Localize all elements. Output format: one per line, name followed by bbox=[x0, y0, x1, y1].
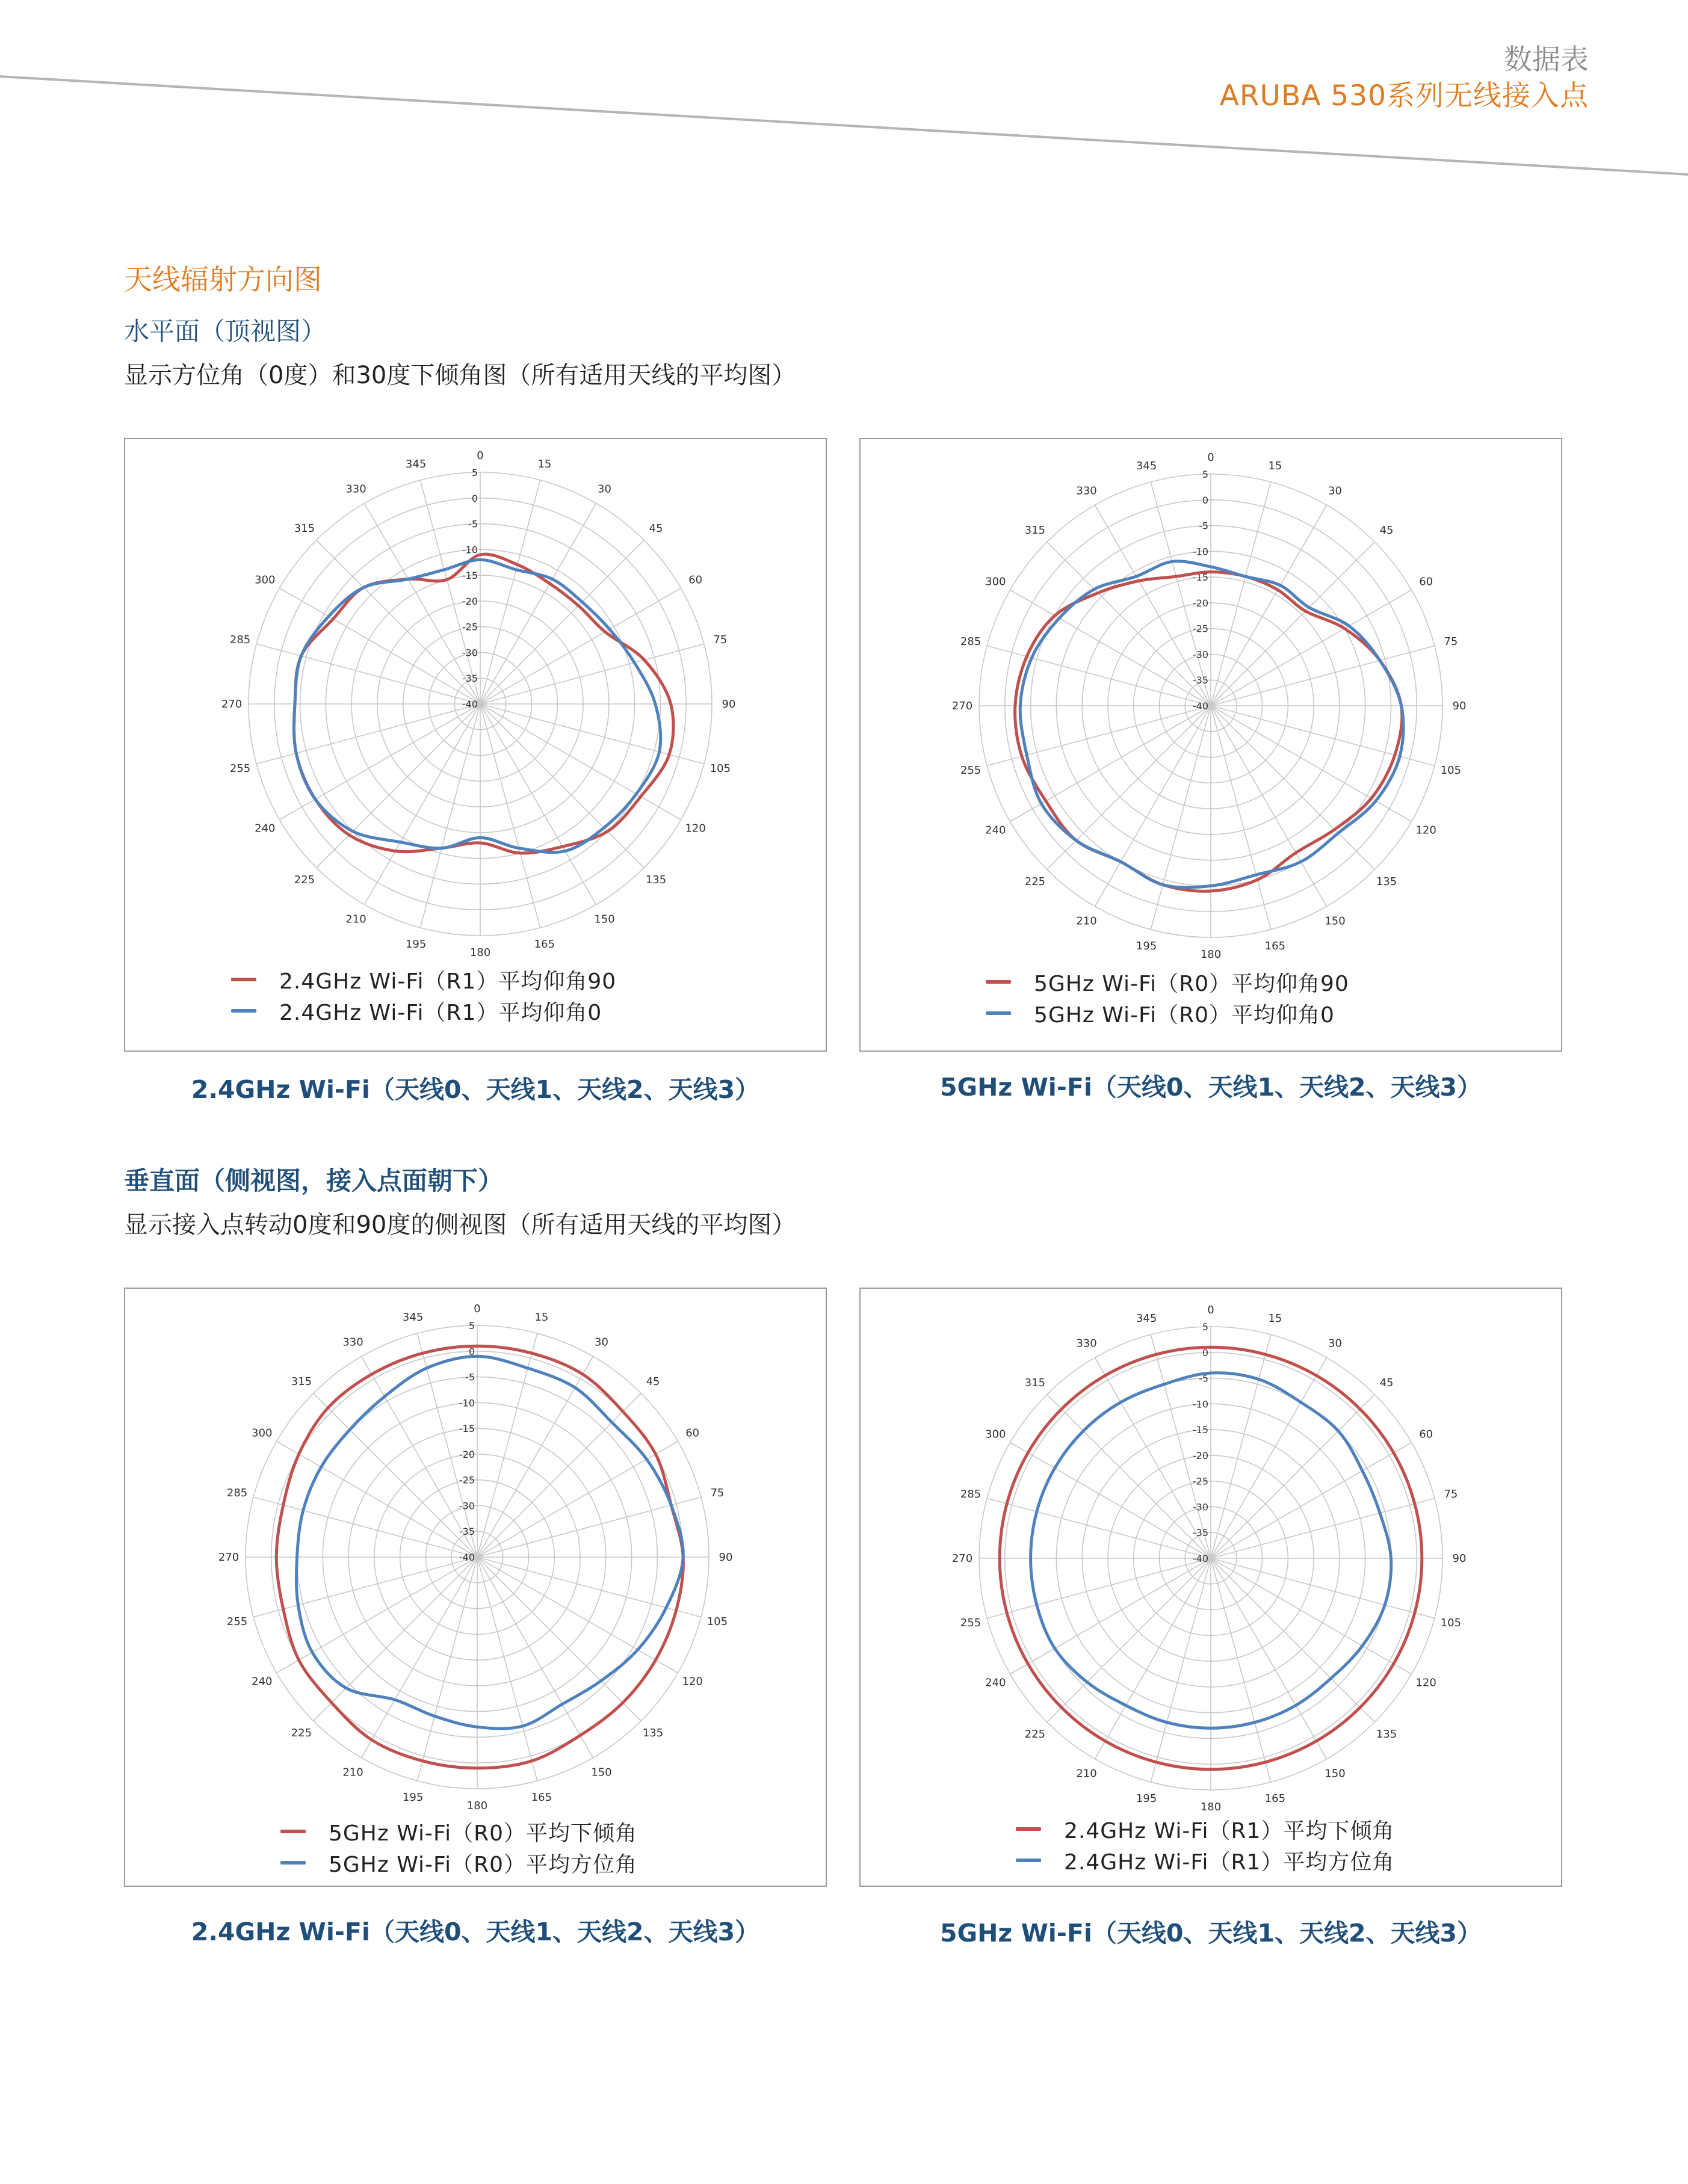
angle-tick-label: 90 bbox=[1452, 1552, 1467, 1565]
grid-spoke bbox=[987, 1498, 1211, 1558]
angle-tick-label: 285 bbox=[960, 635, 982, 649]
grid-spoke bbox=[987, 1558, 1211, 1618]
grid-spoke bbox=[477, 1497, 701, 1557]
vertical-plane-description: 显示接入点转动0度和90度的侧视图（所有适用天线的平均图） bbox=[124, 1211, 796, 1239]
angle-tick-label: 180 bbox=[1200, 1801, 1222, 1813]
radial-tick-label: -40 bbox=[459, 1552, 475, 1563]
angle-tick-label: 270 bbox=[221, 698, 243, 711]
angle-tick-label: 300 bbox=[255, 573, 276, 587]
radial-tick-label: -20 bbox=[1192, 597, 1208, 609]
grid-spoke bbox=[1047, 1558, 1211, 1722]
angle-tick-label: 300 bbox=[985, 1428, 1006, 1441]
document-type: 数据表 bbox=[1504, 43, 1589, 76]
radial-tick-label: -5 bbox=[468, 518, 478, 530]
vertical-plane-heading: 垂直面（侧视图，接入点面朝下） bbox=[124, 1166, 504, 1195]
legend-label: 2.4GHz Wi-Fi（R1）平均仰角0 bbox=[279, 1000, 602, 1025]
product-name: ARUBA 530系列无线接入点 bbox=[1219, 79, 1589, 113]
radial-tick-label: 0 bbox=[471, 492, 478, 504]
radial-tick-label: -10 bbox=[1192, 546, 1208, 558]
angle-tick-label: 120 bbox=[1415, 1676, 1436, 1689]
legend-entry bbox=[1016, 1813, 1394, 1845]
grid-spoke bbox=[477, 1393, 641, 1557]
angle-tick-label: 255 bbox=[960, 763, 982, 777]
radial-tick-label: -35 bbox=[459, 1526, 475, 1538]
radial-tick-label: -25 bbox=[1192, 1475, 1208, 1487]
angle-tick-label: 30 bbox=[1328, 484, 1342, 498]
angle-tick-label: 0 bbox=[1207, 451, 1214, 464]
angle-tick-label: 210 bbox=[345, 913, 366, 926]
radial-tick-label: 0 bbox=[1202, 494, 1208, 506]
radial-tick-label: -5 bbox=[465, 1371, 475, 1383]
radial-tick-label: -10 bbox=[1192, 1398, 1208, 1410]
angle-tick-label: 30 bbox=[598, 483, 611, 496]
polar-chart-panel-2 bbox=[859, 438, 1562, 1052]
legend-label: 5GHz Wi-Fi（R0）平均方位角 bbox=[329, 1852, 638, 1877]
radial-tick-label: -25 bbox=[1192, 623, 1208, 635]
angle-tick-label: 330 bbox=[1076, 1337, 1097, 1350]
angle-tick-label: 15 bbox=[534, 1311, 549, 1324]
section-title: 天线辐射方向图 bbox=[124, 264, 322, 297]
legend-entry bbox=[280, 1847, 637, 1878]
angle-tick-label: 15 bbox=[537, 458, 552, 471]
radial-tick-label: -30 bbox=[459, 1500, 475, 1512]
angle-tick-label: 330 bbox=[342, 1336, 363, 1349]
grid-spoke bbox=[314, 1557, 477, 1721]
legend-swatch-red bbox=[231, 978, 256, 981]
angle-tick-label: 135 bbox=[1376, 875, 1397, 889]
angle-tick-label: 150 bbox=[1325, 915, 1346, 928]
angle-tick-label: 180 bbox=[1200, 948, 1222, 961]
angle-tick-label: 165 bbox=[534, 937, 555, 951]
angle-tick-label: 45 bbox=[646, 1375, 660, 1388]
grid-spoke bbox=[314, 1393, 477, 1557]
angle-tick-label: 90 bbox=[719, 1551, 733, 1564]
grid-spoke bbox=[1047, 1395, 1211, 1558]
angle-tick-label: 0 bbox=[474, 1303, 481, 1315]
angle-tick-label: 300 bbox=[985, 575, 1006, 588]
grid-spoke bbox=[1211, 1558, 1435, 1618]
chart-caption-4: 5GHz Wi-Fi（天线0、天线1、天线2、天线3） bbox=[939, 1919, 1482, 1948]
legend-entry bbox=[280, 1816, 637, 1847]
horizontal-plane-heading: 水平面（顶视图） bbox=[124, 316, 327, 346]
grid-spoke bbox=[420, 480, 480, 704]
radial-tick-label: -40 bbox=[1192, 1553, 1208, 1564]
angle-tick-label: 195 bbox=[1136, 1792, 1157, 1805]
grid-spoke bbox=[1151, 1334, 1211, 1558]
angle-tick-label: 345 bbox=[405, 458, 427, 471]
legend-label: 5GHz Wi-Fi（R0）平均仰角0 bbox=[1034, 1002, 1335, 1028]
legend-label: 5GHz Wi-Fi（R0）平均仰角90 bbox=[1034, 971, 1349, 996]
grid-spoke bbox=[417, 1557, 477, 1781]
angle-tick-label: 345 bbox=[1136, 1312, 1157, 1325]
grid-spoke bbox=[480, 704, 540, 928]
grid-spoke bbox=[477, 1557, 537, 1781]
angle-tick-label: 240 bbox=[985, 824, 1006, 837]
angle-tick-label: 330 bbox=[1076, 484, 1097, 498]
angle-tick-label: 120 bbox=[682, 1675, 703, 1688]
angle-tick-label: 135 bbox=[645, 874, 667, 887]
angle-tick-label: 315 bbox=[291, 1375, 312, 1388]
radial-tick-label: -15 bbox=[1192, 1424, 1208, 1436]
radial-tick-label: -20 bbox=[459, 1448, 475, 1460]
angle-tick-label: 300 bbox=[252, 1427, 273, 1440]
angle-tick-label: 150 bbox=[1325, 1767, 1346, 1780]
radial-tick-label: -5 bbox=[1199, 520, 1208, 532]
grid-spoke bbox=[1047, 542, 1211, 706]
angle-tick-label: 165 bbox=[1264, 939, 1286, 952]
angle-tick-label: 315 bbox=[1024, 1376, 1046, 1389]
grid-spoke bbox=[1151, 706, 1211, 930]
radial-tick-label: 5 bbox=[471, 467, 478, 478]
chart-legend-3 bbox=[280, 1816, 637, 1878]
angle-tick-label: 240 bbox=[252, 1675, 273, 1688]
radial-tick-label: -5 bbox=[1199, 1372, 1208, 1384]
angle-tick-label: 210 bbox=[1076, 1767, 1097, 1780]
angle-tick-label: 0 bbox=[1207, 1304, 1214, 1316]
radial-tick-label: 5 bbox=[468, 1320, 475, 1331]
angle-tick-label: 195 bbox=[405, 937, 427, 951]
angle-tick-label: 195 bbox=[402, 1791, 424, 1804]
polar-chart-panel-1 bbox=[124, 438, 827, 1052]
angle-tick-label: 135 bbox=[1376, 1728, 1397, 1741]
legend-swatch-blue bbox=[280, 1861, 306, 1865]
angle-tick-label: 210 bbox=[1076, 915, 1097, 928]
grid-spoke bbox=[480, 480, 540, 704]
angle-tick-label: 90 bbox=[722, 698, 736, 711]
angle-tick-label: 60 bbox=[1419, 575, 1433, 588]
legend-entry bbox=[986, 998, 1349, 1029]
horizontal-plane-description: 显示方位角（0度）和30度下倾角图（所有适用天线的平均图） bbox=[124, 362, 796, 389]
angle-tick-label: 345 bbox=[1136, 460, 1157, 473]
grid-spoke bbox=[1151, 482, 1211, 706]
angle-tick-label: 150 bbox=[591, 1766, 612, 1779]
angle-tick-label: 180 bbox=[466, 1800, 488, 1812]
angle-tick-label: 255 bbox=[229, 762, 251, 775]
radial-tick-label: -20 bbox=[1192, 1449, 1208, 1461]
grid-spoke bbox=[1151, 1558, 1211, 1782]
radial-tick-label: -10 bbox=[462, 544, 478, 556]
angle-tick-label: 15 bbox=[1268, 1312, 1282, 1325]
radial-tick-label: -35 bbox=[462, 673, 478, 685]
angle-tick-label: 315 bbox=[1024, 523, 1046, 537]
grid-spoke bbox=[1211, 1558, 1374, 1722]
angle-tick-label: 165 bbox=[1264, 1792, 1286, 1805]
angle-tick-label: 225 bbox=[1024, 875, 1046, 889]
chart-legend-2 bbox=[986, 966, 1349, 1029]
radial-tick-label: -40 bbox=[1192, 700, 1208, 712]
angle-tick-label: 30 bbox=[595, 1336, 608, 1349]
angle-tick-label: 270 bbox=[951, 700, 973, 712]
angle-tick-label: 30 bbox=[1328, 1337, 1342, 1350]
legend-swatch-blue bbox=[231, 1009, 256, 1013]
chart-legend-1 bbox=[231, 964, 616, 1026]
angle-tick-label: 210 bbox=[342, 1766, 363, 1779]
angle-tick-label: 75 bbox=[710, 1487, 725, 1500]
grid-spoke bbox=[420, 704, 480, 928]
angle-tick-label: 240 bbox=[985, 1676, 1006, 1689]
polar-chart-2 bbox=[861, 439, 1563, 1053]
radial-tick-label: -30 bbox=[462, 647, 478, 659]
radial-tick-label: -25 bbox=[462, 621, 478, 633]
angle-tick-label: 255 bbox=[960, 1616, 982, 1629]
polar-chart-3 bbox=[125, 1289, 828, 1888]
polar-chart-panel-4 bbox=[859, 1288, 1562, 1887]
angle-tick-label: 105 bbox=[1440, 1616, 1462, 1629]
radial-tick-label: -15 bbox=[1192, 572, 1208, 584]
radial-tick-label: -20 bbox=[462, 595, 478, 607]
angle-tick-label: 45 bbox=[1379, 1376, 1394, 1389]
angle-tick-label: 285 bbox=[226, 1487, 248, 1500]
grid-spoke bbox=[1047, 706, 1211, 869]
radial-tick-label: 5 bbox=[1202, 1321, 1208, 1333]
angle-tick-label: 345 bbox=[402, 1311, 424, 1324]
angle-tick-label: 270 bbox=[218, 1551, 240, 1564]
angle-tick-label: 165 bbox=[531, 1791, 552, 1804]
legend-label: 5GHz Wi-Fi（R0）平均下倾角 bbox=[329, 1821, 638, 1846]
angle-tick-label: 255 bbox=[226, 1615, 248, 1628]
radial-tick-label: 5 bbox=[1202, 469, 1208, 480]
grid-spoke bbox=[480, 644, 704, 704]
angle-tick-label: 105 bbox=[1440, 763, 1462, 777]
grid-spoke bbox=[1211, 1498, 1435, 1558]
grid-spoke bbox=[1211, 482, 1271, 706]
grid-spoke bbox=[477, 1557, 641, 1721]
polar-chart-panel-3 bbox=[124, 1288, 827, 1887]
radial-tick-label: -30 bbox=[1192, 1501, 1208, 1513]
angle-tick-label: 225 bbox=[291, 1727, 312, 1740]
angle-tick-label: 45 bbox=[1379, 523, 1394, 537]
angle-tick-label: 0 bbox=[477, 449, 484, 462]
angle-tick-label: 150 bbox=[594, 913, 615, 926]
angle-tick-label: 105 bbox=[706, 1615, 728, 1628]
grid-spoke bbox=[253, 1557, 477, 1617]
grid-spoke bbox=[1211, 1395, 1374, 1558]
angle-tick-label: 15 bbox=[1268, 460, 1282, 473]
angle-tick-label: 315 bbox=[294, 522, 315, 535]
angle-tick-label: 225 bbox=[294, 874, 315, 887]
radial-tick-label: 0 bbox=[468, 1345, 475, 1357]
chart-caption-2: 5GHz Wi-Fi（天线0、天线1、天线2、天线3） bbox=[939, 1073, 1482, 1102]
grid-spoke bbox=[256, 704, 480, 764]
radial-tick-label: -10 bbox=[459, 1397, 475, 1409]
angle-tick-label: 60 bbox=[688, 573, 703, 587]
angle-tick-label: 75 bbox=[1444, 635, 1458, 649]
grid-spoke bbox=[256, 644, 480, 704]
legend-label: 2.4GHz Wi-Fi（R1）平均下倾角 bbox=[1064, 1818, 1395, 1843]
legend-entry bbox=[231, 995, 616, 1026]
legend-swatch-blue bbox=[986, 1011, 1011, 1015]
radial-tick-label: -40 bbox=[462, 699, 478, 710]
angle-tick-label: 285 bbox=[229, 634, 251, 647]
angle-tick-label: 60 bbox=[685, 1427, 700, 1440]
radial-tick-label: -25 bbox=[459, 1474, 475, 1486]
legend-swatch-red bbox=[280, 1830, 306, 1833]
angle-tick-label: 285 bbox=[960, 1488, 982, 1501]
angle-tick-label: 120 bbox=[1415, 824, 1436, 837]
angle-tick-label: 120 bbox=[685, 822, 706, 835]
legend-entry bbox=[1016, 1845, 1394, 1876]
angle-tick-label: 75 bbox=[713, 634, 728, 647]
angle-tick-label: 240 bbox=[255, 822, 276, 835]
legend-label: 2.4GHz Wi-Fi（R1）平均仰角90 bbox=[279, 969, 617, 994]
grid-spoke bbox=[1211, 706, 1271, 930]
radial-tick-label: -35 bbox=[1192, 674, 1208, 686]
angle-tick-label: 45 bbox=[649, 522, 663, 535]
grid-spoke bbox=[253, 1497, 477, 1557]
radial-tick-label: -30 bbox=[1192, 649, 1208, 661]
angle-tick-label: 180 bbox=[469, 946, 491, 959]
chart-caption-3: 2.4GHz Wi-Fi（天线0、天线1、天线2、天线3） bbox=[191, 1917, 760, 1946]
grid-spoke bbox=[1211, 646, 1435, 706]
legend-swatch-red bbox=[1016, 1827, 1041, 1831]
angle-tick-label: 60 bbox=[1419, 1428, 1433, 1441]
grid-spoke bbox=[1211, 1334, 1271, 1558]
angle-tick-label: 135 bbox=[642, 1727, 664, 1740]
polar-chart-4 bbox=[861, 1289, 1563, 1888]
chart-legend-4 bbox=[1016, 1813, 1394, 1876]
legend-swatch-red bbox=[986, 980, 1011, 984]
angle-tick-label: 105 bbox=[710, 762, 731, 775]
radial-tick-label: -35 bbox=[1192, 1527, 1208, 1539]
grid-spoke bbox=[1211, 1558, 1271, 1782]
grid-spoke bbox=[1211, 706, 1374, 869]
angle-tick-label: 195 bbox=[1136, 939, 1157, 952]
radial-tick-label: -15 bbox=[459, 1423, 475, 1435]
polar-chart-1 bbox=[125, 439, 828, 1053]
radial-tick-label: 0 bbox=[1202, 1346, 1208, 1359]
angle-tick-label: 330 bbox=[345, 483, 366, 496]
angle-tick-label: 270 bbox=[951, 1552, 973, 1565]
legend-entry bbox=[231, 964, 616, 995]
angle-tick-label: 90 bbox=[1452, 700, 1467, 712]
angle-tick-label: 75 bbox=[1444, 1488, 1458, 1501]
chart-caption-1: 2.4GHz Wi-Fi（天线0、天线1、天线2、天线3） bbox=[191, 1075, 760, 1104]
legend-entry bbox=[986, 966, 1349, 998]
legend-label: 2.4GHz Wi-Fi（R1）平均方位角 bbox=[1064, 1849, 1395, 1875]
angle-tick-label: 225 bbox=[1024, 1728, 1046, 1741]
grid-spoke bbox=[1211, 542, 1374, 706]
radial-tick-label: -15 bbox=[462, 570, 478, 582]
legend-swatch-blue bbox=[1016, 1859, 1041, 1862]
